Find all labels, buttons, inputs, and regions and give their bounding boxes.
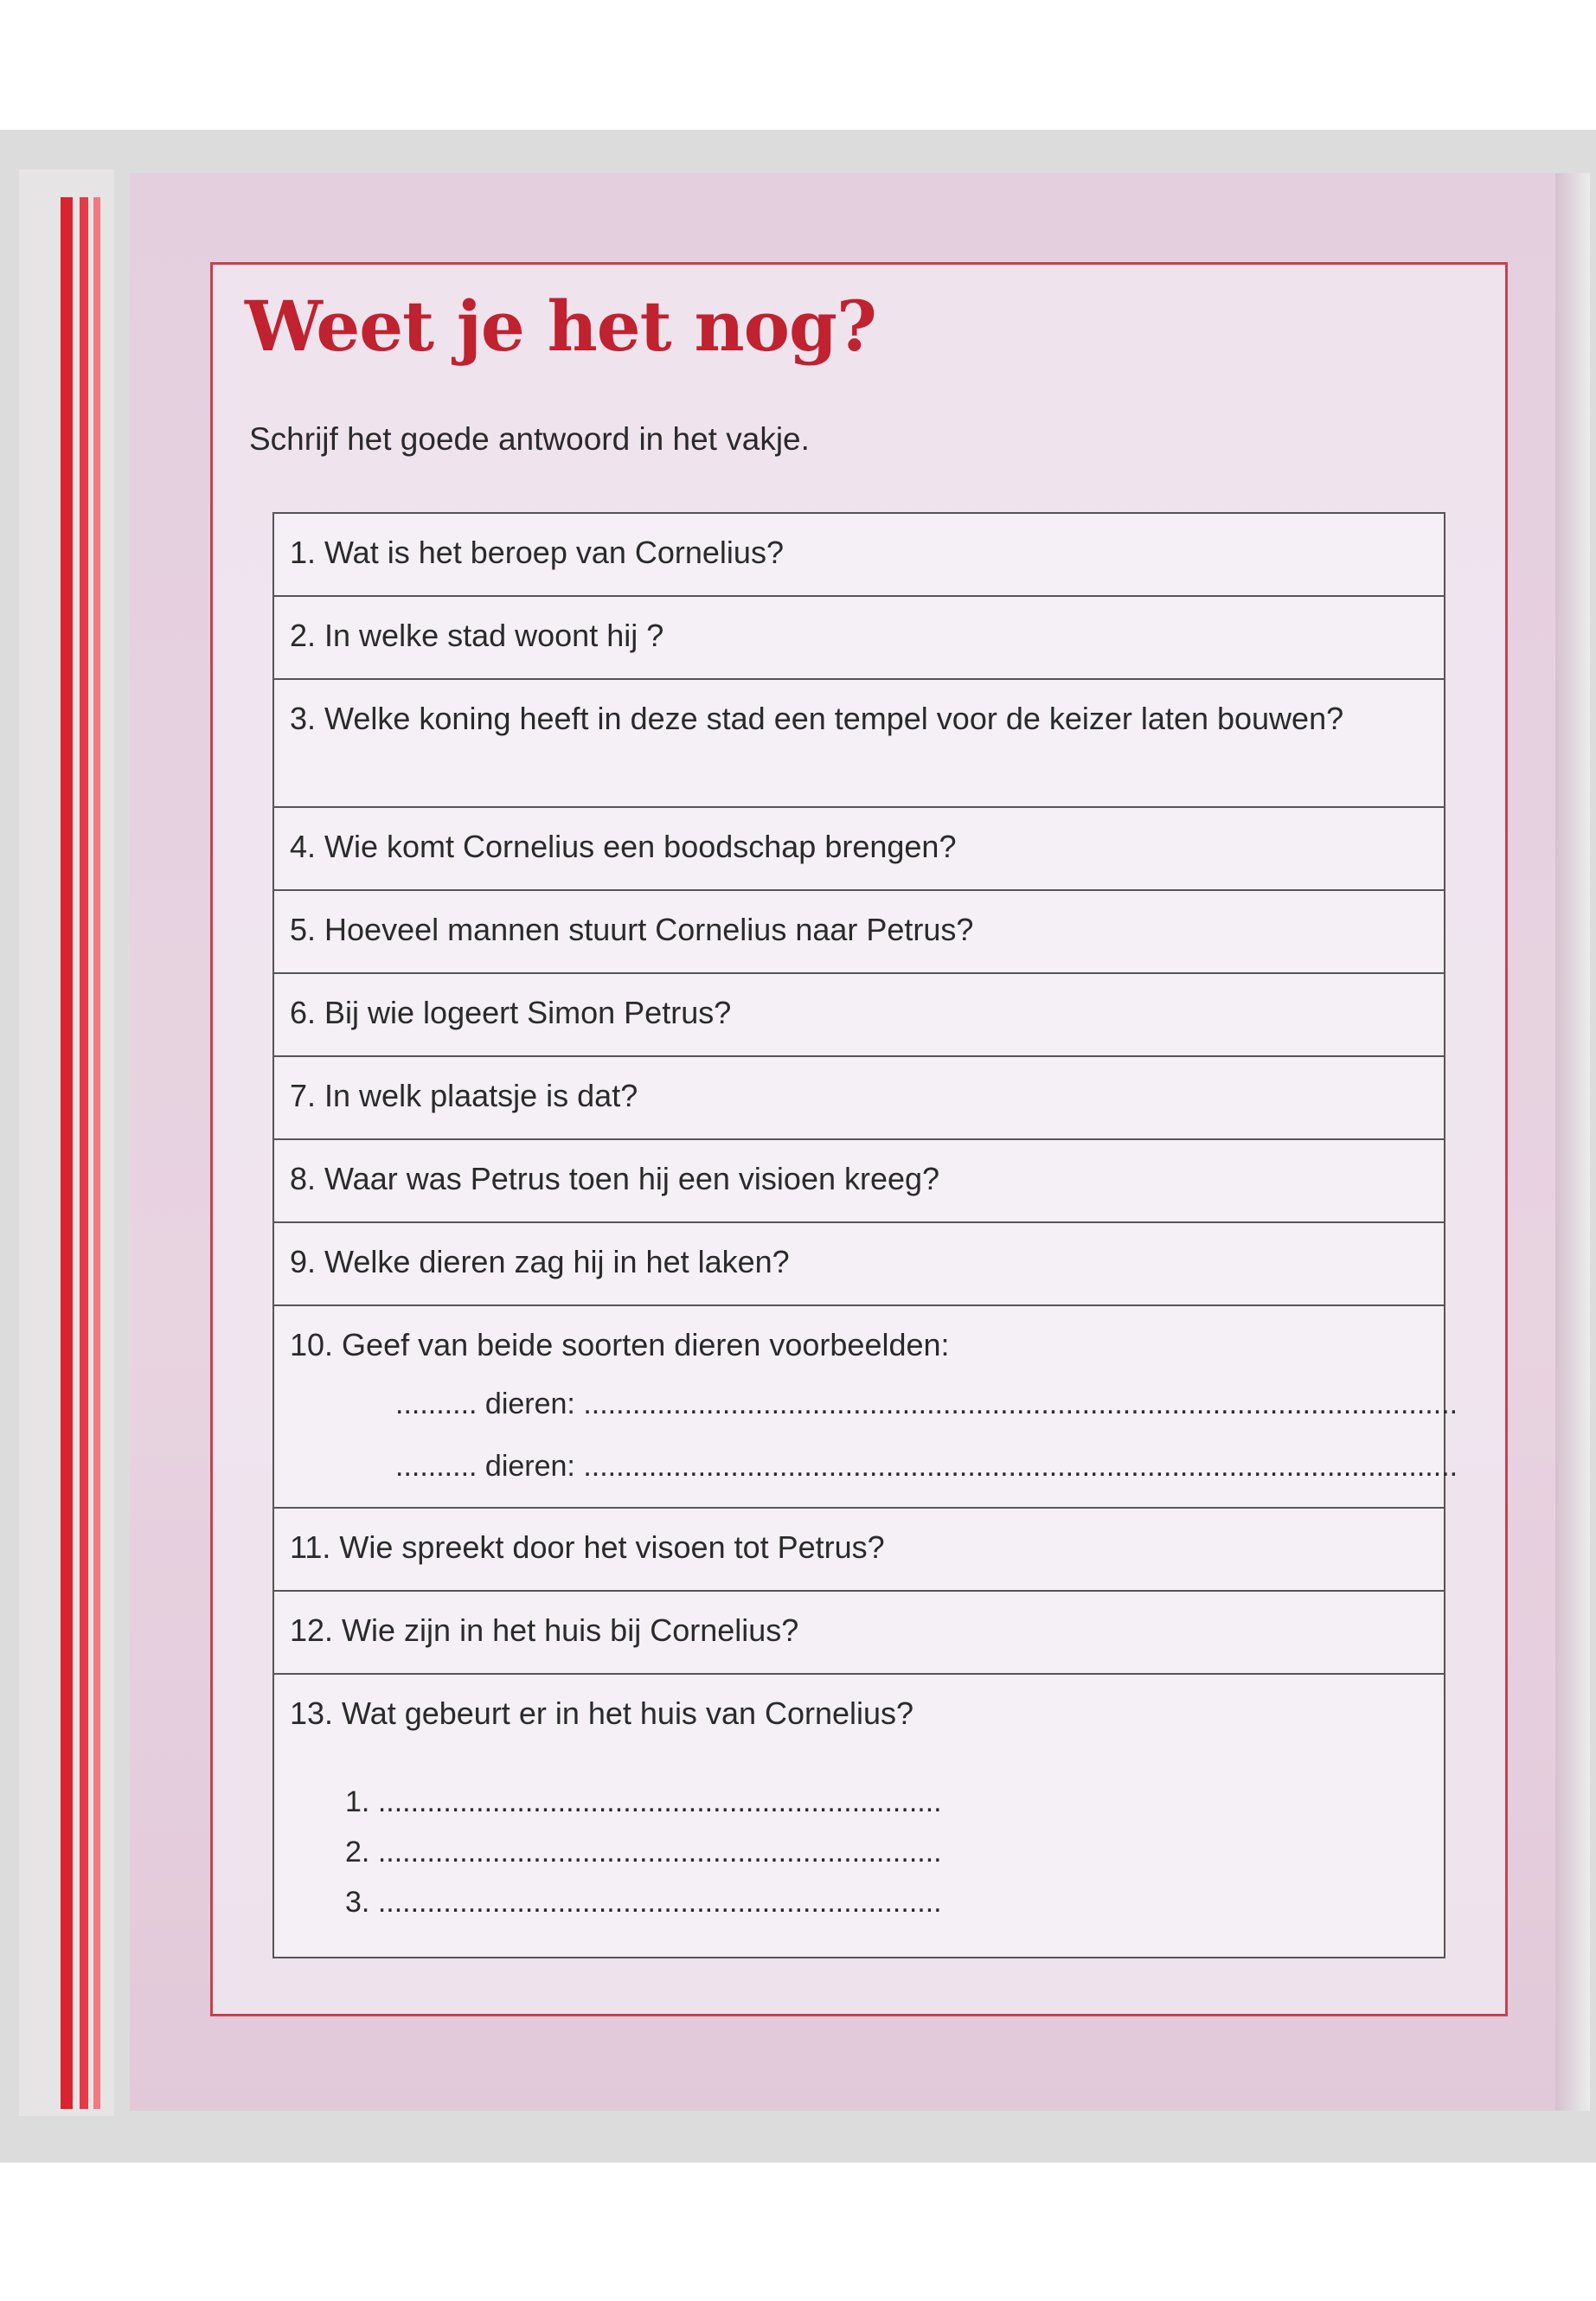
answer-line-1[interactable] [345,1785,942,1819]
question-row-7[interactable] [274,1057,1444,1140]
blank-dots: .......... [395,1450,478,1483]
question-text: 9. Welke dieren zag hij in het laken? [290,1244,790,1279]
question-row-13[interactable] [274,1675,1444,1957]
question-row-4[interactable] [274,808,1444,891]
question-text: 10. Geef van beide soorten dieren voorbeelden: [290,1327,950,1362]
page-shadow [1555,173,1590,2111]
question-row-9[interactable] [274,1223,1444,1306]
question-text: 1. Wat is het beroep van Cornelius? [290,535,784,570]
question-row-1[interactable] [274,514,1444,597]
question-text: 5. Hoeveel mannen stuurt Cornelius naar Petrus? [290,912,974,947]
question-text: 8. Waar was Petrus toen hij een visioen kreeg? [290,1161,940,1196]
answer-line-3[interactable] [345,1886,942,1920]
answer-line-2[interactable] [345,1836,942,1869]
question-text: 13. Wat gebeurt er in het huis van Cornelius? [290,1695,914,1731]
question-table [272,512,1458,1958]
question-row-8[interactable] [274,1140,1444,1223]
question-row-5[interactable] [274,891,1444,974]
page-edge-red-3 [93,197,100,2109]
answer-dots: ..................................................................... [377,1836,942,1868]
question-text: 7. In welk plaatsje is dat? [290,1078,638,1113]
answer-number: 2. [345,1836,370,1868]
dieren-label: dieren: [484,1450,575,1483]
answer-dots: ..................................................................... [377,1886,942,1919]
blank-dots: .......... [395,1388,478,1420]
worksheet-instruction: Schrijf het goede antwoord in het vakje. [249,421,810,457]
question-text: 12. Wie zijn in het huis bij Cornelius? [290,1612,799,1648]
question-row-11[interactable] [274,1509,1444,1592]
question-row-10[interactable] [274,1306,1458,1509]
answer-dots: ........................................................................................................... [583,1388,1458,1420]
question-text: 3. Welke koning heeft in deze stad een tempel voor de keizer laten bouwen? [290,701,1344,736]
question-row-3[interactable] [274,680,1444,808]
animal-line-2[interactable] [395,1450,1458,1484]
question-row-2[interactable] [274,597,1444,680]
page-edge-red-2 [80,197,88,2109]
worksheet-title: Weet je het nog? [245,285,876,367]
question-text: 4. Wie komt Cornelius een boodschap brengen? [290,829,957,864]
animal-line-1[interactable] [395,1388,1458,1421]
question-row-12[interactable] [274,1592,1444,1675]
question-row-6[interactable] [274,974,1444,1057]
question-text: 6. Bij wie logeert Simon Petrus? [290,995,732,1030]
question-text: 2. In welke stad woont hij ? [290,618,664,653]
page-edge-red [61,197,73,2109]
question-text: 11. Wie spreekt door het visoen tot Petrus? [290,1529,885,1565]
answer-dots: ........................................................................................................... [583,1450,1458,1483]
answer-dots: ..................................................................... [377,1785,942,1818]
dieren-label: dieren: [484,1388,575,1420]
answer-number: 3. [345,1886,370,1919]
answer-number: 1. [345,1785,370,1818]
